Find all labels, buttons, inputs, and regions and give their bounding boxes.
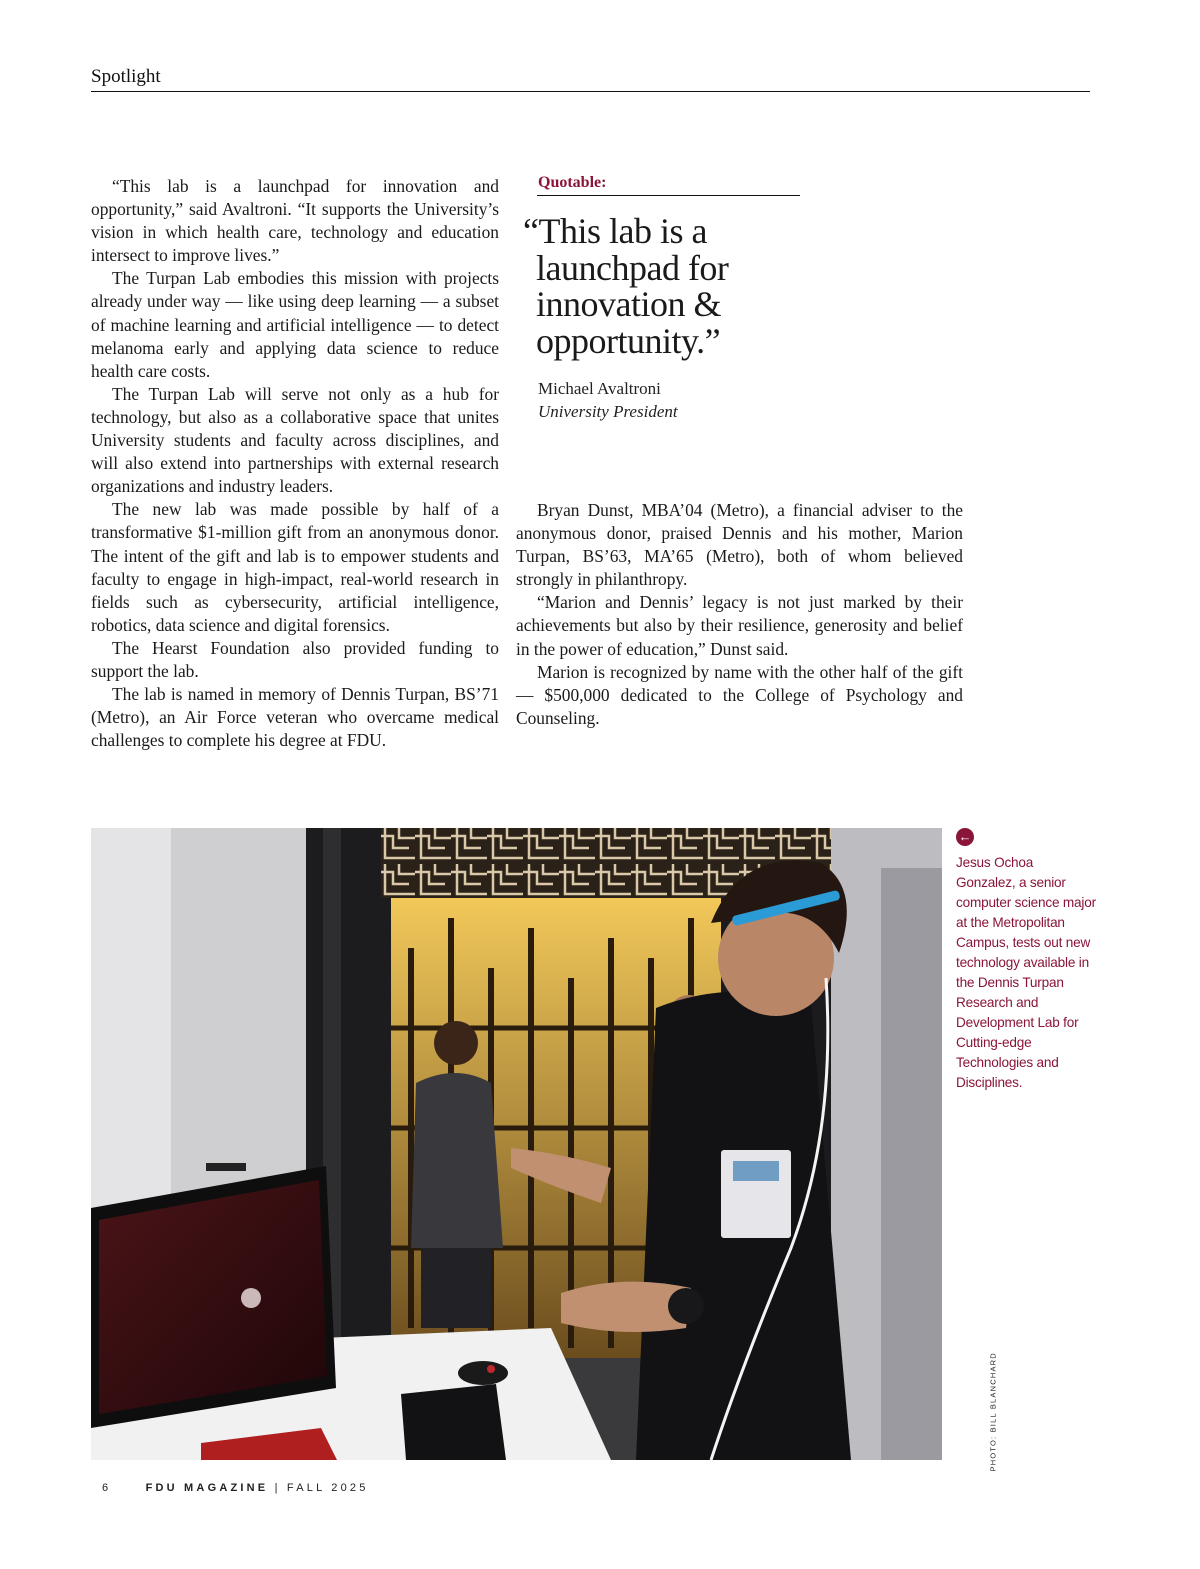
pullquote-rule	[537, 195, 800, 196]
article-column-left	[91, 175, 499, 752]
paragraph: The lab is named in memory of Dennis Turpan, BS’71 (Metro), an Air Force veteran who overcame medical challenges to complete his degree at FDU.	[91, 684, 499, 751]
photo-caption	[956, 828, 1096, 1093]
paragraph: The new lab was made possible by half of a transformative $1-million gift from an anonymous donor. The intent of the gift and lab is to empower students and faculty to engage in high-impact, real-world research in fields such as cybersecurity, artificial intelligence, robotics, data science and digital forensics.	[91, 499, 499, 635]
pullquote	[516, 174, 800, 423]
paragraph: “Marion and Dennis’ legacy is not just marked by their achievements but also by their resilience, generosity and belief in the power of education,” Dunst said.	[516, 592, 963, 659]
photo-credit: PHOTO: BILL BLANCHARD	[988, 1352, 998, 1472]
magazine-name: FDU MAGAZINE	[145, 1482, 269, 1494]
paragraph: The Turpan Lab will serve not only as a hub for technology, but also as a collaborative space that unites University students and faculty across disciplines, and will also extend into partnerships with external research organizations and industry leaders.	[91, 383, 499, 497]
paragraph: “This lab is a launchpad for innovation and opportunity,” said Avaltroni. “It supports the University’s vision in which health care, technology and education intersect to improve lives.”	[91, 176, 499, 266]
pullquote-role: University President	[538, 402, 678, 421]
footer-separator: |	[274, 1482, 281, 1494]
pullquote-author: Michael Avaltroni	[538, 379, 661, 398]
page-footer	[102, 1482, 369, 1494]
pullquote-label: Quotable:	[538, 174, 607, 191]
paragraph: The Hearst Foundation also provided funding to support the lab.	[91, 637, 499, 681]
article-column-right	[516, 499, 963, 730]
header-rule	[91, 91, 1090, 92]
left-arrow-circle-icon: ←	[956, 828, 974, 846]
paragraph: Marion is recognized by name with the other half of the gift — $500,000 dedicated to the College of Psychology and Counseling.	[516, 661, 963, 728]
paragraph: Bryan Dunst, MBA’04 (Metro), a financial adviser to the anonymous donor, praised Dennis and his mother, Marion Turpan, BS’63, MA’65 (Metro), both of whom believed strongly in philanthropy.	[516, 500, 963, 590]
page-number: 6	[102, 1482, 112, 1494]
section-label: Spotlight	[91, 66, 161, 87]
lab-photo	[91, 828, 942, 1460]
paragraph: The Turpan Lab embodies this mission with projects already under way — like using deep learning — a subset of machine learning and artificial intelligence — to detect melanoma early and applying data science to reduce health care costs.	[91, 268, 499, 381]
caption-text: Jesus Ochoa Gonzalez, a senior computer science major at the Metropolitan Campus, tests out new technology available in the Dennis Turpan Research and Development Lab for Cutting-edge Technologies and Disciplines.	[956, 855, 1096, 1090]
pullquote-text: “This lab is a launchpad for innovation & opportunity.”	[523, 211, 729, 361]
issue-label: FALL 2025	[286, 1482, 369, 1494]
